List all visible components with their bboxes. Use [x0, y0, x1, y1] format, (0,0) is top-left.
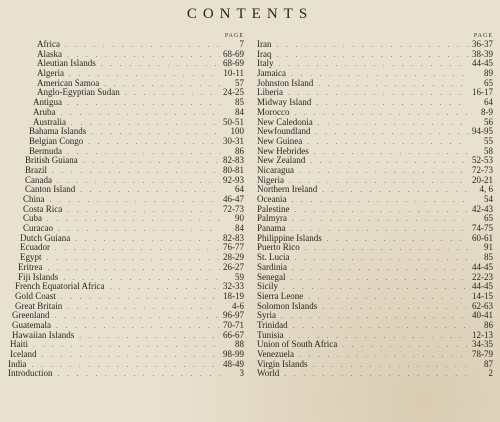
- dot-leader: [47, 196, 221, 205]
- dot-leader: [122, 89, 220, 98]
- dot-leader: [315, 80, 469, 89]
- toc-entry: [257, 127, 493, 137]
- toc-entry-name: Iceland: [10, 350, 37, 359]
- dot-leader: [44, 264, 220, 273]
- toc-entry-page: 96-97: [223, 311, 244, 321]
- toc-entry-name: Union of South Africa: [257, 340, 338, 350]
- toc-entry-name: Palmyra: [257, 214, 287, 224]
- toc-entry-page: 87: [484, 359, 493, 369]
- toc-entry-page: 85: [235, 98, 244, 108]
- dot-leader: [307, 157, 469, 166]
- toc-entry-page: 60-61: [472, 233, 493, 243]
- toc-entry-name: Morocco: [257, 107, 290, 117]
- toc-entry-page: 44-45: [472, 282, 493, 292]
- toc-entry-name: Newfoundland: [257, 127, 311, 137]
- right-column: [257, 32, 493, 379]
- toc-entry-name: Syria: [257, 311, 276, 321]
- toc-entry: [257, 205, 493, 215]
- toc-entry: [6, 292, 244, 302]
- toc-entry: [6, 273, 244, 283]
- toc-entry: [257, 185, 493, 195]
- toc-entry: [257, 214, 493, 224]
- dot-leader: [288, 70, 469, 79]
- toc-entry: [257, 40, 493, 50]
- dot-leader: [339, 341, 469, 350]
- toc-entry-page: 64: [484, 98, 493, 108]
- toc-entry: [257, 273, 493, 283]
- toc-entry-name: Venezuela: [257, 350, 294, 359]
- dot-leader: [64, 99, 220, 108]
- dot-leader: [286, 177, 469, 186]
- toc-entry: [6, 185, 244, 195]
- toc-entry-page: 54: [484, 195, 493, 204]
- toc-entry-page: 52-53: [472, 156, 493, 166]
- dot-leader: [319, 186, 469, 195]
- toc-entry: [257, 224, 493, 234]
- toc-entry: [6, 234, 244, 244]
- toc-entry-name: Italy: [257, 59, 274, 69]
- toc-entry: [6, 88, 244, 98]
- dot-leader: [44, 215, 220, 224]
- toc-entry-page: 84: [235, 107, 244, 117]
- toc-entry-page: 78-79: [472, 350, 493, 359]
- toc-entry-name: Northern Ireland: [257, 185, 318, 195]
- toc-entry: [6, 50, 244, 60]
- toc-entry-page: 76-77: [223, 243, 244, 253]
- toc-entry-page: 44-45: [472, 59, 493, 69]
- toc-entry: [6, 166, 244, 176]
- toc-entry: [6, 176, 244, 186]
- dot-leader: [38, 351, 220, 360]
- toc-entry: [257, 321, 493, 331]
- toc-entry: [6, 156, 244, 166]
- toc-entry-name: Antigua: [33, 98, 62, 108]
- dot-leader: [29, 361, 221, 370]
- dot-leader: [64, 303, 220, 312]
- toc-entry: [257, 69, 493, 79]
- toc-entry-name: Jamaica: [257, 69, 286, 79]
- toc-entry-name: Belgian Congo: [29, 136, 84, 146]
- dot-leader: [311, 148, 469, 157]
- toc-entry-page: 86: [235, 146, 244, 156]
- toc-entry-page: 100: [230, 127, 244, 137]
- toc-entry-page: 28-29: [223, 253, 244, 263]
- toc-entry: [257, 79, 493, 89]
- toc-entry-page: 16-17: [472, 88, 493, 98]
- toc-entry-page: 26-27: [223, 262, 244, 272]
- dot-leader: [305, 293, 469, 302]
- toc-entry: [257, 156, 493, 166]
- dot-leader: [319, 303, 469, 312]
- toc-entry-page: 50-51: [223, 117, 244, 127]
- dot-leader: [52, 244, 220, 253]
- toc-entry-page: 72-73: [472, 165, 493, 175]
- dot-leader: [302, 244, 469, 253]
- toc-entry: [257, 331, 493, 341]
- toc-entry: [6, 69, 244, 79]
- dot-leader: [76, 332, 220, 341]
- page-column-header: PAGE: [224, 33, 244, 39]
- toc-entry-name: Trinidad: [257, 320, 288, 330]
- toc-entry-page: 70-71: [223, 320, 244, 330]
- toc-entry-name: Solomon Islands: [257, 301, 318, 311]
- toc-entry: [257, 98, 493, 108]
- toc-entry: [257, 50, 493, 60]
- toc-entry-name: Bahama Islands: [29, 127, 87, 137]
- toc-entry: [257, 350, 493, 360]
- toc-entry-page: 80-81: [223, 165, 244, 175]
- toc-entry-page: 4-6: [232, 301, 244, 311]
- dot-leader: [101, 80, 220, 89]
- dot-leader: [72, 235, 220, 244]
- toc-entry: [6, 195, 244, 205]
- toc-entry-page: 65: [484, 214, 493, 224]
- toc-entry-name: Canada: [25, 175, 52, 185]
- toc-entry-page: 72-73: [223, 204, 244, 214]
- toc-entry: [6, 282, 244, 292]
- dot-leader: [274, 51, 470, 60]
- toc-entry-name: Nicaragua: [257, 165, 294, 175]
- toc-entry: [257, 59, 493, 69]
- dot-leader: [278, 312, 469, 321]
- toc-entry-page: 20-21: [472, 175, 493, 185]
- toc-entry-name: Tunisia: [257, 330, 284, 340]
- toc-entry-page: 46-47: [223, 195, 244, 204]
- toc-entry: [6, 263, 244, 273]
- toc-entry-name: Gold Coast: [15, 291, 56, 301]
- toc-entry-page: 66-67: [223, 330, 244, 340]
- dot-leader: [55, 370, 221, 379]
- toc-entry-name: Oceania: [257, 195, 287, 204]
- toc-entry-page: 85: [484, 253, 493, 263]
- toc-entry-page: 18-19: [223, 291, 244, 301]
- dot-leader: [276, 60, 470, 69]
- toc-entry: [6, 321, 244, 331]
- toc-entry-name: New Hebrides: [257, 146, 309, 156]
- dot-leader: [44, 254, 221, 263]
- toc-entry-page: 92-93: [223, 175, 244, 185]
- toc-entry-name: Liberia: [257, 88, 283, 98]
- dot-leader: [64, 206, 220, 215]
- toc-entry-name: Iraq: [257, 49, 272, 59]
- toc-entry-name: Sardinia: [257, 262, 287, 272]
- toc-entry-name: American Samoa: [37, 78, 100, 88]
- dot-leader: [292, 206, 470, 215]
- dot-leader: [58, 293, 220, 302]
- toc-entry: [257, 88, 493, 98]
- toc-entry-name: British Guiana: [25, 156, 78, 166]
- right-entry-list: [257, 40, 493, 379]
- dot-leader: [289, 264, 469, 273]
- toc-entry-name: Ecuador: [20, 243, 50, 253]
- toc-entry-page: 74-75: [472, 224, 493, 234]
- toc-entry-page: 64: [235, 185, 244, 195]
- toc-entry: [6, 40, 244, 50]
- toc-entry: [257, 243, 493, 253]
- dot-leader: [77, 186, 220, 195]
- toc-entry-name: Introduction: [8, 369, 53, 379]
- toc-entry: [257, 311, 493, 321]
- dot-leader: [313, 128, 470, 137]
- toc-entry-page: 58: [484, 146, 493, 156]
- toc-entry: [6, 108, 244, 118]
- page-column-header: PAGE: [473, 33, 493, 39]
- toc-entry-name: Anglo-Egyptian Sudan: [37, 88, 120, 98]
- toc-entry: [257, 302, 493, 312]
- toc-entry: [257, 282, 493, 292]
- toc-entry-page: 89: [484, 69, 493, 79]
- toc-entry: [6, 214, 244, 224]
- toc-entry: [257, 253, 493, 263]
- toc-entry: [6, 369, 244, 379]
- dot-leader: [281, 370, 469, 379]
- dot-leader: [310, 361, 469, 370]
- toc-entry: [6, 302, 244, 312]
- toc-entry-name: Australia: [33, 117, 66, 127]
- dot-leader: [288, 196, 469, 205]
- dot-leader: [64, 51, 220, 60]
- toc-entry: [6, 147, 244, 157]
- dot-leader: [274, 41, 470, 50]
- toc-entry-name: Palestine: [257, 204, 290, 214]
- toc-entry: [257, 360, 493, 370]
- dot-leader: [296, 351, 469, 360]
- toc-entry: [6, 350, 244, 360]
- dot-leader: [53, 322, 220, 331]
- toc-entry: [6, 311, 244, 321]
- toc-entry-name: Puerto Rico: [257, 243, 300, 253]
- toc-entry-name: New Zealand: [257, 156, 306, 166]
- dot-leader: [64, 148, 220, 157]
- toc-entry: [6, 79, 244, 89]
- dot-leader: [51, 312, 220, 321]
- toc-entry-page: 22-23: [472, 272, 493, 282]
- toc-entry: [257, 292, 493, 302]
- toc-entry: [6, 98, 244, 108]
- toc-entry: [257, 118, 493, 128]
- dot-leader: [315, 119, 469, 128]
- dot-leader: [286, 332, 469, 341]
- toc-entry: [257, 263, 493, 273]
- toc-entry-page: 34-35: [472, 340, 493, 350]
- toc-entry-name: New Guinea: [257, 136, 303, 146]
- toc-entry-page: 68-69: [223, 49, 244, 59]
- dot-leader: [68, 119, 220, 128]
- toc-entry-name: Brazil: [25, 165, 47, 175]
- toc-entry-page: 44-45: [472, 262, 493, 272]
- toc-entry-name: Fiji Islands: [18, 272, 59, 282]
- toc-entry-page: 32-33: [223, 282, 244, 292]
- dot-leader: [49, 167, 220, 176]
- toc-entry-page: 42-43: [472, 204, 493, 214]
- toc-entry: [257, 369, 493, 379]
- toc-entry-name: French Equatorial Africa: [15, 282, 105, 292]
- toc-entry-page: 62-63: [472, 301, 493, 311]
- dot-leader: [54, 177, 220, 186]
- toc-entry-page: 48-49: [223, 359, 244, 369]
- toc-entry-page: 3: [239, 369, 244, 379]
- toc-entry-name: Aleutian Islands: [37, 59, 96, 69]
- toc-entry-name: Guatemala: [12, 320, 51, 330]
- toc-entry-page: 10-11: [223, 69, 244, 79]
- toc-entry-page: 2: [488, 369, 493, 379]
- toc-entry-page: 40-41: [472, 311, 493, 321]
- toc-entry: [257, 108, 493, 118]
- toc-entry-name: Panama: [257, 224, 286, 234]
- toc-entry-name: Cuba: [23, 214, 42, 224]
- dot-leader: [62, 41, 220, 50]
- toc-entry: [6, 360, 244, 370]
- toc-entry: [6, 205, 244, 215]
- toc-entry-name: Senegal: [257, 272, 286, 282]
- dot-leader: [98, 60, 220, 69]
- dot-leader: [60, 274, 220, 283]
- toc-entry: [257, 176, 493, 186]
- toc-entry-name: Costa Rica: [23, 204, 63, 214]
- toc-entry-page: 98-99: [223, 350, 244, 359]
- dot-leader: [288, 274, 470, 283]
- toc-entry: [6, 331, 244, 341]
- toc-entry-name: Algeria: [37, 69, 64, 79]
- toc-entry-name: Africa: [37, 40, 60, 49]
- toc-entry-page: 59: [235, 272, 244, 282]
- dot-leader: [288, 225, 470, 234]
- toc-entry-page: 90: [235, 214, 244, 224]
- toc-entry-page: 12-13: [472, 330, 493, 340]
- toc-entry-page: 14-15: [472, 291, 493, 301]
- toc-entry-name: Curacao: [23, 224, 53, 234]
- left-column: [6, 32, 244, 379]
- toc-entry-name: Eritrea: [18, 262, 43, 272]
- toc-entry-page: 8-9: [481, 107, 493, 117]
- toc-entry-name: Sicily: [257, 282, 279, 292]
- toc-entry-name: Greenland: [12, 311, 50, 321]
- toc-entry: [6, 243, 244, 253]
- toc-entry-page: 65: [484, 78, 493, 88]
- toc-entry: [257, 147, 493, 157]
- toc-entry-name: Great Britain: [15, 301, 63, 311]
- toc-entry-name: Aruba: [33, 107, 56, 117]
- toc-entry-name: Bermuda: [29, 146, 62, 156]
- toc-entry-name: World: [257, 369, 280, 379]
- toc-entry-name: Nigeria: [257, 175, 284, 185]
- toc-entry-name: Johnston Island: [257, 78, 314, 88]
- toc-entry-name: Virgin Islands: [257, 359, 308, 369]
- toc-entry-page: 36-37: [472, 40, 493, 49]
- toc-entry: [257, 340, 493, 350]
- toc-entry-name: China: [23, 195, 45, 204]
- toc-entry-name: Dutch Guiana: [20, 233, 71, 243]
- dot-leader: [58, 109, 221, 118]
- left-entry-list: [6, 40, 244, 379]
- dot-leader: [80, 157, 220, 166]
- toc-entry-page: 84: [235, 224, 244, 234]
- toc-entry-page: 56: [484, 117, 493, 127]
- toc-entry-page: 7: [239, 40, 244, 49]
- toc-entry-name: Canton Island: [25, 185, 76, 195]
- toc-entry-page: 30-31: [223, 136, 244, 146]
- toc-entry-name: Alaska: [37, 49, 62, 59]
- toc-entry: [6, 137, 244, 147]
- dot-leader: [296, 167, 469, 176]
- toc-entry-page: 91: [484, 243, 493, 253]
- toc-entry: [257, 195, 493, 205]
- toc-entry-name: New Caledonia: [257, 117, 313, 127]
- dot-leader: [280, 283, 469, 292]
- toc-entry: [257, 234, 493, 244]
- toc-entry: [257, 166, 493, 176]
- toc-entry: [6, 340, 244, 350]
- toc-entry-name: India: [8, 359, 27, 369]
- toc-entry-name: Haiti: [10, 340, 28, 350]
- dot-leader: [292, 254, 470, 263]
- dot-leader: [30, 341, 220, 350]
- toc-entry-page: 38-39: [472, 49, 493, 59]
- dot-leader: [66, 70, 220, 79]
- toc-entry: [6, 224, 244, 234]
- toc-entry-page: 88: [235, 340, 244, 350]
- dot-leader: [88, 128, 220, 137]
- dot-leader: [313, 99, 469, 108]
- toc-entry-page: 82-83: [223, 156, 244, 166]
- dot-leader: [292, 109, 470, 118]
- dot-leader: [289, 215, 469, 224]
- toc-entry-name: Hawaiian Islands: [12, 330, 75, 340]
- dot-leader: [324, 235, 469, 244]
- toc-entry-page: 82-83: [223, 233, 244, 243]
- page-title: CONTENTS: [186, 6, 314, 22]
- dot-leader: [85, 138, 220, 147]
- toc-entry-page: 57: [235, 78, 244, 88]
- toc-entry-name: Midway Island: [257, 98, 312, 108]
- toc-entry-name: Sierra Leone: [257, 291, 304, 301]
- toc-entry-page: 94-95: [472, 127, 493, 137]
- toc-entry-name: Egypt: [20, 253, 42, 263]
- dot-leader: [285, 89, 469, 98]
- toc-entry-name: Iran: [257, 40, 272, 49]
- dot-leader: [290, 322, 469, 331]
- dot-leader: [304, 138, 469, 147]
- toc-entry: [6, 127, 244, 137]
- toc-entry-page: 4, 6: [479, 185, 493, 195]
- toc-entry-name: Philippine Islands: [257, 233, 322, 243]
- toc-entry: [257, 137, 493, 147]
- toc-entry-name: St. Lucia: [257, 253, 290, 263]
- dot-leader: [106, 283, 220, 292]
- toc-entry: [6, 253, 244, 263]
- toc-entry-page: 68-69: [223, 59, 244, 69]
- toc-entry-page: 55: [484, 136, 493, 146]
- toc-entry: [6, 118, 244, 128]
- toc-entry-page: 86: [484, 320, 493, 330]
- toc-entry-page: 24-25: [223, 88, 244, 98]
- toc-entry: [6, 59, 244, 69]
- dot-leader: [55, 225, 220, 234]
